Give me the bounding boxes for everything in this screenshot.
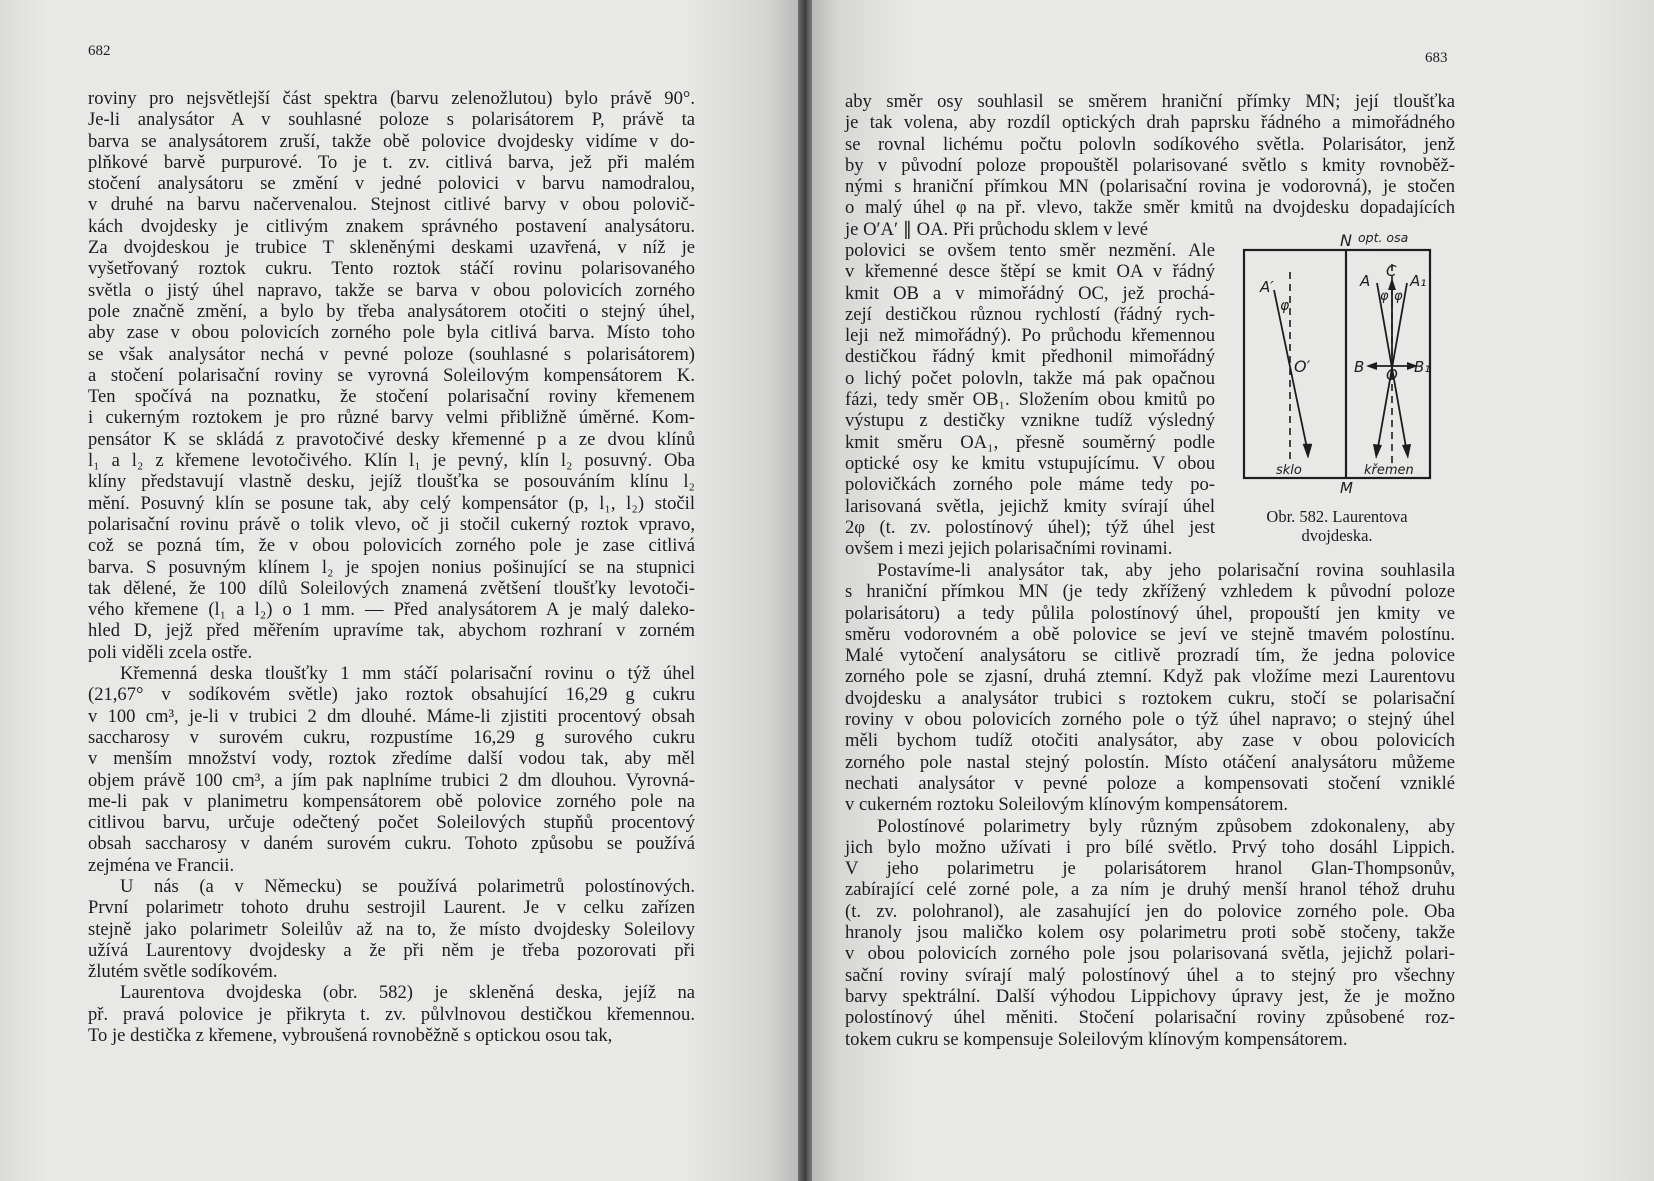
text-line: Postavíme-li analysátor tak, aby jeho polarisační rovina souhlasila: [877, 560, 1455, 581]
label-A: A: [1360, 272, 1371, 290]
label-A-prime: A′: [1260, 278, 1274, 296]
text-line: optické osy ke kmitu vstupujícímu. V obou: [845, 452, 1215, 474]
text-line: vého křemene (l₁ a l₂) o 1 mm. — Před analysátorem A je malý daleko-: [88, 599, 695, 621]
laurent-plate-figure: [1230, 228, 1438, 508]
text-line: poli viděli zcela ostře.: [88, 641, 253, 663]
text-line: stočení analysátoru se změní v jedné polovici v barvu namodralou,: [88, 173, 695, 195]
text-line: ovšem i mezi jejich polarisačními rovinami.: [845, 538, 1173, 560]
text-line: tak dělené, že 100 dílů Soleilových znamená zvětšení tloušťky levotoči-: [88, 577, 695, 599]
page-number-right: 683: [1425, 50, 1448, 66]
arrowhead-glass: [1303, 444, 1312, 458]
text-line: destičkou řádný kmit předhonil mimořádný: [845, 346, 1215, 368]
text-line: žlutém světle sodíkovém.: [88, 961, 278, 983]
text-line: v cukerném roztoku Soleilovým klínovým kompensátorem.: [845, 794, 1289, 816]
text-line: 2φ (t. zv. polostínový úhel); týž úhel jest: [845, 516, 1215, 538]
text-line: polovici se ovšem tento směr nezmění. Ale: [845, 240, 1215, 261]
text-line: se však analysátor nechá v pevné poloze (souhlasné s polarisátorem): [88, 343, 695, 365]
text-line: zabírající celé zorné pole, a za ním je druhý menší hranol téhož druhu: [845, 879, 1455, 901]
text-line: o malý úhel φ na př. vlevo, takže směr kmitů na dvojdesku dopadajících: [845, 197, 1455, 219]
text-line: stejně jako polarimetr Soleilův až na to, že místo dvojdesky Soleilovy: [88, 918, 695, 940]
label-N: N: [1340, 231, 1352, 250]
arrowhead-OA: [1402, 444, 1411, 459]
text-line: v obou polovicích zorného pole jsou polarisovaná světla, jejichž polari-: [845, 943, 1455, 965]
text-line: Za dvojdeskou je trubice T skleněnými deskami uzavřená, v níž je: [88, 237, 695, 259]
text-line: Laurentova dvojdeska (obr. 582) je skleněná deska, jejíž na: [120, 982, 695, 1004]
text-line: v křemenné desce štěpí se kmit OA v řádný: [845, 261, 1215, 283]
text-line: polarisační rovinu právě o tolik vlevo, oč ji stočil cukerný roztok vpravo,: [88, 513, 695, 535]
text-line: V jeho polarimetru je polarisátorem hranol Glan-Thompsonův,: [845, 858, 1455, 880]
text-line: výstupu z destičky vznikne tudíž výsledný: [845, 410, 1215, 432]
label-B: B: [1354, 358, 1365, 376]
text-line: polovičkách zorného pole máme tedy po-: [845, 474, 1215, 496]
label-M: M: [1340, 479, 1353, 497]
label-C: C: [1386, 262, 1397, 280]
text-line: pensátor K se skládá z pravotočivé desky křemenné p a ze dvou klínů: [88, 428, 695, 450]
left-page: [0, 0, 800, 1181]
text-line: by v původní poloze propouštěl polarisované světlo s kmity rovnoběž-: [845, 154, 1455, 176]
label-glass: sklo: [1276, 463, 1302, 478]
text-line: užívá Laurentovy dvojdesky a že při něm je třeba pozorovati při: [88, 939, 695, 961]
text-line: Polostínové polarimetry byly různým způsobem zdokonaleny, aby: [877, 815, 1455, 837]
text-line: nechati analysátor v pevné poloze a kompensovati stočení vzniklé: [845, 772, 1455, 794]
text-line: (21,67° v sodíkovém světle) jako roztok obsahující 16,29 g cukru: [88, 684, 695, 706]
label-phi-glass: φ: [1280, 298, 1290, 314]
text-line: První polarimetr tohoto druhu sestrojil Laurent. Je v celku zařízen: [88, 897, 695, 919]
text-line: kmit OB a v mimořádný OC, jež prochá-: [845, 282, 1215, 304]
text-line: (t. zv. polohranol), ale zasahující jen do polovice zorného pole. Oba: [845, 900, 1455, 922]
text-line: Malé vytočení analysátoru se citlivě prozradí tím, že jedna polovice: [845, 645, 1455, 667]
text-line: aby zase v obou polovicích zorného pole byla citlivá barva. Místo toho: [88, 322, 695, 344]
caption-line-2: dvojdeska.: [1301, 526, 1373, 545]
text-line: fázi, tedy směr OB₁. Složením obou kmitů po: [845, 389, 1215, 411]
text-line: pole značně změní, a bylo by třeba analysátorem otočiti o stejný úhel,: [88, 300, 695, 322]
text-line: mění. Posuvný klín se posune tak, aby celý kompensátor (p, l₁, l₂) stočil: [88, 492, 695, 514]
text-line: barvy spektrální. Další výhodou Lippichovy úpravy jest, že je možno: [845, 985, 1455, 1007]
text-line: polostínový úhel měniti. Stočení polarisační roviny způsobené roz-: [845, 1007, 1455, 1029]
text-line: sační roviny svírají malý polostínový úhel a to stejný pro všechny: [845, 964, 1455, 986]
text-line: je tak volena, aby rozdíl optických drah paprsku řádného a mimořádného: [845, 112, 1455, 134]
text-line: zejí destičkou různou rychlostí (řádný rych-: [845, 303, 1215, 325]
label-phi-right: φ: [1394, 289, 1403, 304]
text-line: klíny představují vlastně desku, jejíž tloušťka se posouváním klínu l₂: [88, 471, 695, 493]
text-line: př. pravá polovice je přikryta t. zv. půlvlnovou destičkou křemennou.: [88, 1003, 695, 1025]
label-opt-axis: opt. osa: [1358, 230, 1409, 245]
text-line: světla o jistý úhel napravo, takže se barva v obou polovicích zorného: [88, 279, 695, 301]
page-number-left: 682: [88, 43, 111, 59]
text-line: zorného pole se zjasní, druhá ztemní. Když pak vložíme mezi Laurentovu: [845, 666, 1455, 688]
label-O: O: [1386, 366, 1398, 384]
right-page-body-top: [845, 91, 1455, 240]
text-line: v 100 cm³, je-li v trubici 2 dm dlouhé. Máme-li zjistiti procentový obsah: [88, 705, 695, 727]
text-line: objem právě 100 cm³, a jím pak naplníme trubici 2 dm dlouhou. Vyrovná-: [88, 769, 695, 791]
text-line: je O′A′ ∥ OA. Při průchodu sklem v levé: [845, 218, 1149, 240]
text-line: nými s hraniční přímkou MN (polarisační rovina je vodorovná), je stočen: [845, 176, 1455, 198]
text-line: dvojdesku a analysátor trubici s roztokem cukru, stočí se polarisační: [845, 687, 1455, 709]
text-line: citlivou barvu, určuje odečtený počet Soleilových stupňů procentový: [88, 812, 695, 834]
text-line: měli bychom tudíž otočiti analysátor, aby zase v obou polovicích: [845, 730, 1455, 752]
text-line: roviny pro nejsvětlejší část spektra (barvu zelenožlutou) bylo právě 90°.: [88, 88, 695, 109]
text-line: i cukerným roztokem je pro různé barvy velmi přibližně úměrné. Kom-: [88, 407, 695, 429]
arrowhead-OA1: [1373, 444, 1382, 459]
caption-line-1: Obr. 582. Laurentova: [1266, 507, 1408, 526]
label-A1: A₁: [1410, 272, 1427, 290]
figure-caption: [1242, 507, 1432, 545]
text-line: což se pozná tím, že v obou polovicích zorného pole je zase citlivá: [88, 535, 695, 557]
text-line: leji než mimořádný). Po průchodu křemennou: [845, 325, 1215, 347]
text-line: To je destička z křemene, vybroušená rovnoběžně s optickou osou tak,: [88, 1025, 613, 1047]
text-line: l₁ a l₂ z křemene levotočivého. Klín l₁ je pevný, klín l₂ posuvný. Oba: [88, 450, 695, 472]
text-line: U nás (a v Německu) se používá polarimetrů polostínových.: [120, 875, 695, 897]
text-line: v menším množství vody, roztok zředíme další vodou tak, aby měl: [88, 748, 695, 770]
label-quartz: křemen: [1364, 463, 1414, 478]
label-O-prime: O′: [1294, 357, 1311, 376]
arrowhead-OB: [1366, 362, 1377, 370]
text-line: jich bylo možno užívati i pro bílé světlo. Prvý toho dosáhl Lippich.: [845, 836, 1455, 858]
text-line: barva se analysátorem zruší, takže obě polovice dvojdesky vidíme v do-: [88, 130, 695, 152]
text-line: aby směr osy souhlasil se směrem hraniční přímky MN; její tloušťka: [845, 91, 1455, 112]
right-page-body-bottom: [845, 560, 1455, 1050]
text-line: směru vodorovném a obě polovice se jeví ve stejně tmavém polostínu.: [845, 623, 1455, 645]
text-line: Ten spočívá na poznatku, že stočení polarisační roviny křemenem: [88, 386, 695, 408]
text-line: Křemenná deska tloušťky 1 mm stáčí polarisační rovinu o týž úhel: [120, 663, 695, 685]
text-line: polarisátoru) a tedy půlila polostínový úhel, propouští jen kmity ve: [845, 602, 1455, 624]
text-line: o lichý počet polovln, takže má pak opačnou: [845, 367, 1215, 389]
text-line: plňkové barvě purpurové. To je t. zv. citlivá barva, jež při malém: [88, 151, 695, 173]
text-line: hranoly jsou maličko kolem osy polarimetru proti sobě stočeny, takže: [845, 922, 1455, 944]
text-line: larisovaná světla, jejichž kmity svírají úhel: [845, 495, 1215, 517]
text-line: kách dvojdesky je citlivým znakem správného postavení analysátoru.: [88, 215, 695, 237]
text-line: zejména ve Francii.: [88, 854, 235, 876]
text-line: se rovnal lichému počtu polovln sodíkového světla. Polarisátor, jenž: [845, 133, 1455, 155]
text-line: tokem cukru se kompensuje Soleilovým klínovým kompensátorem.: [845, 1028, 1348, 1050]
right-page-body-wrap: [845, 240, 1215, 559]
left-page-body: [88, 88, 695, 1046]
label-B1: B₁: [1414, 358, 1431, 376]
text-line: obsah saccharosy v daném surovém cukru. Tohoto způsobu se používá: [88, 833, 695, 855]
text-line: kmit směru OA₁, přesně souměrný podle: [845, 431, 1215, 453]
text-line: saccharosy v surovém cukru, rozpustíme 16,29 g surového cukru: [88, 726, 695, 748]
text-line: zorného pole nastal stejný polostín. Místo otáčení analysátoru můžeme: [845, 751, 1455, 773]
text-line: s hraniční přímkou MN (je tedy zkřížený vzhledem k původní poloze: [845, 581, 1455, 603]
text-line: hled D, jejž před měřením upravíme tak, abychom rozhraní v zorném: [88, 620, 695, 642]
text-line: me-li pak v planimetru kompensátorem obě polovice zorného pole na: [88, 790, 695, 812]
right-page: [812, 0, 1654, 1181]
text-line: vyšetřovaný roztok cukru. Tento roztok stáčí rovinu polarisovaného: [88, 258, 695, 280]
text-line: Je-li analysátor A v souhlasné poloze s polarisátorem P, právě ta: [88, 109, 695, 131]
text-line: v druhé na barvu načervenalou. Stejnost citlivé barvy v obou polovič-: [88, 194, 695, 216]
text-line: a stočení polarisační roviny se vyrovná Soleilovým kompensátorem K.: [88, 364, 695, 386]
text-line: roviny v obou polovicích zorného pole o týž úhel napravo; o stejný úhel: [845, 709, 1455, 731]
label-phi-left: φ: [1380, 289, 1389, 304]
text-line: barva. S posuvným klínem l₂ je spojen nonius pošinující se na stupnici: [88, 556, 695, 578]
